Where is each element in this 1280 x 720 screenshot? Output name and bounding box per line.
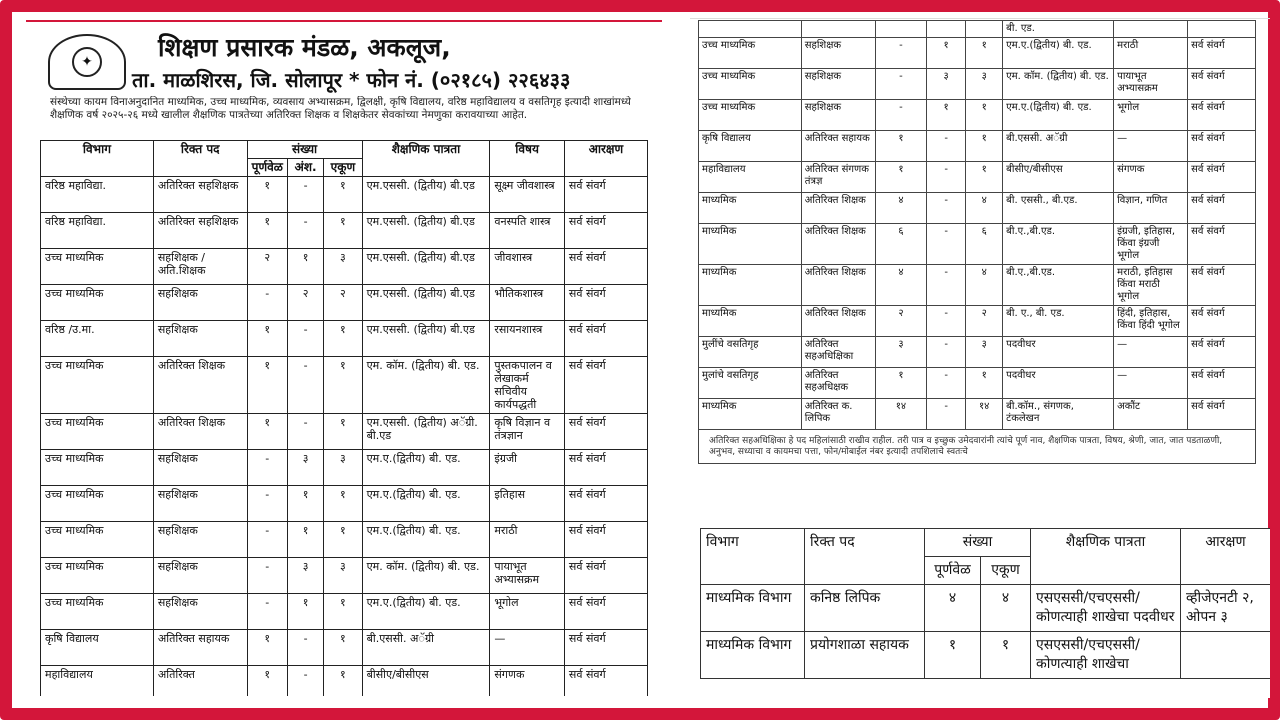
table-cell: एम.एससी. (द्वितीय) बी.एड	[362, 249, 490, 285]
table-cell: एम. कॉम. (द्वितीय) बी. एड.	[1003, 69, 1114, 100]
table-cell: -	[247, 486, 287, 522]
table-cell: १	[247, 357, 287, 414]
table-row	[699, 131, 1256, 162]
table-cell: -	[288, 357, 324, 414]
table-cell: सर्व संवर्ग	[564, 414, 647, 450]
col-header-total: एकूण	[324, 159, 362, 177]
table-cell: महाविद्यालय	[41, 666, 154, 697]
table-cell: १	[288, 594, 324, 630]
table-row	[41, 321, 648, 357]
table-cell: -	[875, 69, 926, 100]
table-row	[699, 399, 1256, 430]
table-cell: सहशिक्षक	[153, 321, 247, 357]
table-cell: एसएससी/एचएससी/ कोणत्याही शाखेचा	[1031, 632, 1181, 679]
table-cell: उच्च माध्यमिक	[41, 558, 154, 594]
table-cell: अतिरिक्त संगणक तंत्रज्ञ	[801, 162, 875, 193]
table-cell: सर्व संवर्ग	[564, 486, 647, 522]
footnote: अतिरिक्त सहअधिक्षिका हे पद महिलांसाठी राखीव राहील. तरी पात्र व इच्छुक उमेदवारांनी त्यांचे पूर्ण नाव, शैक्षणिक पात्रता, विषय, श्रेणी, जात, जात पडताळणी, अनुभव, सध्याचा व कायमचा पत्ता, फोन/मोबाईल नंबर इत्यादी तपशिलाचे स्वतःचे	[698, 430, 1256, 464]
table-cell: उच्च माध्यमिक	[41, 249, 154, 285]
table-cell: मुलांचे वसतिगृह	[699, 368, 802, 399]
table-cell: सर्व संवर्ग	[1188, 162, 1256, 193]
table-cell: अतिरिक्त शिक्षक	[153, 414, 247, 450]
table-row	[41, 630, 648, 666]
table-cell: उच्च माध्यमिक	[41, 357, 154, 414]
table-cell: —	[1114, 131, 1188, 162]
notice-header	[40, 28, 648, 96]
table-row	[41, 414, 648, 450]
table-cell: -	[247, 594, 287, 630]
table-cell: माध्यमिक	[699, 265, 802, 306]
table-cell: १	[324, 666, 362, 697]
table-cell: १	[927, 38, 966, 69]
table-cell	[1181, 632, 1271, 679]
table-cell: एम.ए.(द्वितीय) बी. एड.	[362, 486, 490, 522]
table-cell: व्हीजेएनटी २, ओपन ३	[1181, 585, 1271, 632]
col-header-subject: विषय	[490, 141, 565, 177]
table-cell: सर्व संवर्ग	[564, 594, 647, 630]
table-cell: एम.एससी. (द्वितीय) बी.एड	[362, 285, 490, 321]
table-cell: माध्यमिक	[699, 399, 802, 430]
divider-line	[26, 20, 662, 22]
table-cell: एम.एससी. (द्वितीय) बी.एड	[362, 213, 490, 249]
table-cell: १४	[875, 399, 926, 430]
table-cell: -	[875, 38, 926, 69]
table-cell: ४	[875, 193, 926, 224]
table-cell: १	[247, 321, 287, 357]
table-row	[41, 213, 648, 249]
table-cell: सहशिक्षक / अति.शिक्षक	[153, 249, 247, 285]
table-cell: २	[247, 249, 287, 285]
table-cell: -	[927, 131, 966, 162]
table-cell: बीसीए/बीसीएस	[362, 666, 490, 697]
table-cell: मुलींचे वसतिगृह	[699, 337, 802, 368]
table-cell: माध्यमिक	[699, 306, 802, 337]
vacancy-table	[40, 140, 648, 696]
table-row	[41, 522, 648, 558]
table-cell: १	[324, 177, 362, 213]
table-cell: १	[288, 522, 324, 558]
table-cell: १	[324, 414, 362, 450]
table-cell: ६	[875, 224, 926, 265]
vacancy-table-continued	[698, 20, 1256, 430]
table-cell: एम.ए.(द्वितीय) बी. एड.	[1003, 100, 1114, 131]
table-cell: सहशिक्षक	[153, 558, 247, 594]
table-cell: उच्च माध्यमिक	[699, 69, 802, 100]
table-cell: ४	[981, 585, 1031, 632]
table-cell: इंग्रजी, इतिहास, किंवा इंग्रजी भूगोल	[1114, 224, 1188, 265]
table-cell: १	[875, 368, 926, 399]
table-cell: एम.एससी. (द्वितीय) बी.एड	[362, 321, 490, 357]
table-cell: -	[927, 337, 966, 368]
table-row	[699, 224, 1256, 265]
table-cell: सहशिक्षक	[153, 522, 247, 558]
table-cell: ३	[324, 558, 362, 594]
table-cell: सर्व संवर्ग	[1188, 69, 1256, 100]
table-cell: -	[927, 193, 966, 224]
col-header-count: संख्या	[925, 529, 1031, 557]
right-top-notice-panel	[698, 20, 1256, 518]
table-cell: -	[247, 558, 287, 594]
table-cell: ४	[875, 265, 926, 306]
table-cell: संगणक	[1114, 162, 1188, 193]
table-cell: वनस्पति शास्त्र	[490, 213, 565, 249]
table-cell: बी.एससी. अॅग्री	[1003, 131, 1114, 162]
table-row	[41, 249, 648, 285]
table-cell: एम.एससी. (द्वितीय) अॅग्री. बी.एड	[362, 414, 490, 450]
table-cell: २	[966, 306, 1003, 337]
table-cell: ६	[966, 224, 1003, 265]
table-cell: २	[324, 285, 362, 321]
table-cell: माध्यमिक	[699, 193, 802, 224]
table-cell: १	[247, 630, 287, 666]
table-cell: सहशिक्षक	[801, 69, 875, 100]
table-row	[41, 285, 648, 321]
table-row	[699, 368, 1256, 399]
table-cell: सर्व संवर्ग	[1188, 265, 1256, 306]
table-cell: सर्व संवर्ग	[1188, 368, 1256, 399]
col-header-reservation: आरक्षण	[564, 141, 647, 177]
table-cell: उच्च माध्यमिक	[41, 486, 154, 522]
table-cell: १	[247, 414, 287, 450]
table-cell: १	[966, 38, 1003, 69]
table-cell: वरिष्ठ महाविद्या.	[41, 213, 154, 249]
table-cell: माध्यमिक विभाग	[701, 632, 805, 679]
table-cell: अतिरिक्त सहअधिक्षक	[801, 368, 875, 399]
table-cell: सर्व संवर्ग	[1188, 337, 1256, 368]
col-header-total: एकूण	[981, 557, 1031, 585]
table-cell: सर्व संवर्ग	[1188, 193, 1256, 224]
table-cell: १	[927, 100, 966, 131]
table-cell: १४	[966, 399, 1003, 430]
table-cell: अतिरिक्त क. लिपिक	[801, 399, 875, 430]
table-cell: १	[966, 131, 1003, 162]
col-header-qual: शैक्षणिक पात्रता	[1031, 529, 1181, 585]
table-row	[699, 38, 1256, 69]
table-row	[699, 69, 1256, 100]
col-header-full: पूर्णवेळ	[925, 557, 981, 585]
table-cell: उच्च माध्यमिक	[699, 100, 802, 131]
table-cell: हिंदी, इतिहास, किंवा हिंदी भूगोल	[1114, 306, 1188, 337]
table-cell: सर्व संवर्ग	[1188, 399, 1256, 430]
table-cell: अतिरिक्त सहशिक्षक	[153, 177, 247, 213]
table-cell: प्रयोगशाळा सहायक	[805, 632, 925, 679]
table-cell: ३	[966, 69, 1003, 100]
table-cell: अतिरिक्त	[153, 666, 247, 697]
col-header-dept: विभाग	[41, 141, 154, 177]
table-row	[41, 594, 648, 630]
table-cell: -	[927, 399, 966, 430]
table-cell: -	[288, 213, 324, 249]
table-cell: -	[288, 414, 324, 450]
table-cell: वरिष्ठ महाविद्या.	[41, 177, 154, 213]
table-cell: सर्व संवर्ग	[1188, 306, 1256, 337]
table-cell: सर्व संवर्ग	[564, 213, 647, 249]
table-cell: इतिहास	[490, 486, 565, 522]
table-cell: १	[324, 630, 362, 666]
intro-paragraph: संस्थेच्या कायम विनाअनुदानित माध्यमिक, उच्च माध्यमिक, व्यवसाय अभ्यासक्रम, द्विलक्षी, कृषि विद्यालय, वरिष्ठ महाविद्यालय व वसतिगृह इत्यादी शाखांमध्ये शैक्षणिक वर्ष २०२५-२६ मध्ये खालील शैक्षणिक पात्रतेच्या अतिरिक्त शिक्षक व शिक्षकेतर सेवकांच्या नेमणुका करावयाच्या आहेत.	[50, 96, 631, 121]
table-cell: सर्व संवर्ग	[564, 249, 647, 285]
table-cell: पायाभूत अभ्यासक्रम	[490, 558, 565, 594]
table-cell: सहशिक्षक	[801, 38, 875, 69]
table-row	[41, 558, 648, 594]
table-cell: -	[247, 450, 287, 486]
table-cell: -	[288, 630, 324, 666]
table-cell: एम.एससी. (द्वितीय) बी.एड	[362, 177, 490, 213]
table-cell: अतिरिक्त सहायक	[801, 131, 875, 162]
table-cell: ३	[324, 249, 362, 285]
table-cell: २	[875, 306, 926, 337]
table-cell: अतिरिक्त शिक्षक	[801, 265, 875, 306]
table-cell: जीवशास्त्र	[490, 249, 565, 285]
table-cell: बी.एससी. अॅग्री	[362, 630, 490, 666]
table-cell: १	[875, 162, 926, 193]
table-cell: -	[875, 100, 926, 131]
col-header-qual: शैक्षणिक पात्रता	[362, 141, 490, 177]
table-cell: -	[247, 522, 287, 558]
table-cell: पदवीधर	[1003, 337, 1114, 368]
table-cell: -	[927, 162, 966, 193]
table-cell: एम. कॉम. (द्वितीय) बी. एड.	[362, 558, 490, 594]
table-row	[699, 100, 1256, 131]
table-cell: -	[927, 224, 966, 265]
table-cell: ४	[966, 193, 1003, 224]
left-notice-panel	[40, 28, 648, 696]
table-cell: -	[288, 177, 324, 213]
table-cell: महाविद्यालय	[699, 162, 802, 193]
table-cell: सहशिक्षक	[153, 594, 247, 630]
table-row	[41, 486, 648, 522]
table-cell: सहशिक्षक	[801, 100, 875, 131]
table-cell: सहशिक्षक	[153, 285, 247, 321]
table-row	[701, 585, 1271, 632]
table-cell: अतिरिक्त शिक्षक	[801, 193, 875, 224]
col-header-part: अंश.	[288, 159, 324, 177]
table-cell: बी. ए., बी. एड.	[1003, 306, 1114, 337]
table-cell: उच्च माध्यमिक	[699, 38, 802, 69]
table-cell: भूगोल	[1114, 100, 1188, 131]
table-cell: वरिष्ठ /उ.मा.	[41, 321, 154, 357]
table-cell: कृषि विद्यालय	[699, 131, 802, 162]
right-bottom-notice-panel	[700, 528, 1270, 698]
table-cell: सर्व संवर्ग	[564, 321, 647, 357]
table-cell: सर्व संवर्ग	[564, 177, 647, 213]
table-row	[699, 306, 1256, 337]
table-cell: सर्व संवर्ग	[564, 630, 647, 666]
logo-emblem-icon: ✦	[72, 47, 102, 77]
table-cell: सर्व संवर्ग	[1188, 38, 1256, 69]
table-cell: -	[927, 368, 966, 399]
table-cell: १	[324, 486, 362, 522]
table-cell: १	[324, 321, 362, 357]
table-cell: १	[966, 368, 1003, 399]
table-cell: —	[490, 630, 565, 666]
table-cell: १	[247, 213, 287, 249]
table-cell: ३	[875, 337, 926, 368]
table-cell: कृषि विद्यालय	[41, 630, 154, 666]
table-cell: सर्व संवर्ग	[1188, 100, 1256, 131]
table-cell: सहशिक्षक	[153, 486, 247, 522]
table-cell: सर्व संवर्ग	[564, 285, 647, 321]
table-cell: बी.कॉम., संगणक, टंकलेखन	[1003, 399, 1114, 430]
table-cell: बी.ए.,बी.एड.	[1003, 224, 1114, 265]
table-cell: अकौंट	[1114, 399, 1188, 430]
table-cell: उच्च माध्यमिक	[41, 522, 154, 558]
table-cell: -	[247, 285, 287, 321]
table-cell: एम.ए.(द्वितीय) बी. एड.	[362, 450, 490, 486]
table-cell: १	[288, 486, 324, 522]
table-cell: ४	[925, 585, 981, 632]
table-cell: माध्यमिक	[699, 224, 802, 265]
table-cell: ३	[927, 69, 966, 100]
table-cell: सर्व संवर्ग	[564, 558, 647, 594]
table-cell: सर्व संवर्ग	[564, 666, 647, 697]
table-cell: पदवीधर	[1003, 368, 1114, 399]
table-cell: १	[875, 131, 926, 162]
table-cell: सर्व संवर्ग	[1188, 224, 1256, 265]
table-cell: माध्यमिक विभाग	[701, 585, 805, 632]
table-cell: एम.ए.(द्वितीय) बी. एड.	[362, 522, 490, 558]
table-cell: एम. कॉम. (द्वितीय) बी. एड.	[362, 357, 490, 414]
table-cell: १	[324, 522, 362, 558]
table-cell: अतिरिक्त शिक्षक	[801, 224, 875, 265]
table-row	[41, 666, 648, 697]
table-cell: उच्च माध्यमिक	[41, 594, 154, 630]
table-cell: सहशिक्षक	[153, 450, 247, 486]
table-cell: १	[247, 666, 287, 697]
table-cell: अतिरिक्त सहशिक्षक	[153, 213, 247, 249]
table-cell: संगणक	[490, 666, 565, 697]
table-cell: सर्व संवर्ग	[564, 522, 647, 558]
table-cell: १	[966, 162, 1003, 193]
table-cell: ३	[324, 450, 362, 486]
table-cell: कनिष्ठ लिपिक	[805, 585, 925, 632]
table-cell: —	[1114, 368, 1188, 399]
table-cell: -	[288, 321, 324, 357]
table-cell: बी. एससी., बी.एड.	[1003, 193, 1114, 224]
table-cell: ३	[288, 558, 324, 594]
table-row	[41, 450, 648, 486]
table-cell: १	[966, 100, 1003, 131]
table-cell: पुस्तकपालन व लेखाकर्म सचिवीय कार्यपद्धती	[490, 357, 565, 414]
table-cell: अतिरिक्त सहअधिक्षिका	[801, 337, 875, 368]
table-cell: उच्च माध्यमिक	[41, 285, 154, 321]
institution-title: शिक्षण प्रसारक मंडळ, अकलूज,	[158, 33, 451, 62]
table-cell: ४	[966, 265, 1003, 306]
table-cell: सर्व संवर्ग	[1188, 131, 1256, 162]
table-cell: मराठी	[490, 522, 565, 558]
table-cell: १	[324, 594, 362, 630]
table-cell: भूगोल	[490, 594, 565, 630]
table-cell: अतिरिक्त शिक्षक	[153, 357, 247, 414]
table-cell: बीसीए/बीसीएस	[1003, 162, 1114, 193]
table-cell: -	[288, 666, 324, 697]
table-cell: -	[927, 306, 966, 337]
table-row	[701, 632, 1271, 679]
col-header-post: रिक्त पद	[805, 529, 925, 585]
table-cell: सूक्ष्म जीवशास्त्र	[490, 177, 565, 213]
table-cell: बी.ए.,बी.एड.	[1003, 265, 1114, 306]
table-cell: बी. एड.	[1003, 21, 1114, 38]
institution-address: ता. माळशिरस, जि. सोलापूर * फोन नं. (०२१८५) २२६४३३	[132, 68, 571, 92]
col-header-count: संख्या	[247, 141, 362, 159]
table-cell: भौतिकशास्त्र	[490, 285, 565, 321]
clerical-vacancy-table	[700, 528, 1270, 679]
table-cell: एम.ए.(द्वितीय) बी. एड.	[1003, 38, 1114, 69]
table-cell: २	[288, 285, 324, 321]
table-cell: मराठी	[1114, 38, 1188, 69]
table-row	[699, 162, 1256, 193]
table-cell: ३	[288, 450, 324, 486]
table-cell: उच्च माध्यमिक	[41, 414, 154, 450]
table-cell: उच्च माध्यमिक	[41, 450, 154, 486]
col-header-post: रिक्त पद	[153, 141, 247, 177]
table-cell: १	[925, 632, 981, 679]
table-cell: १	[324, 357, 362, 414]
table-row	[41, 177, 648, 213]
table-cell: कृषि विज्ञान व तंत्रज्ञान	[490, 414, 565, 450]
table-cell: मराठी, इतिहास किंवा मराठी भूगोल	[1114, 265, 1188, 306]
table-cell: १	[324, 213, 362, 249]
col-header-full: पूर्णवेळ	[247, 159, 287, 177]
col-header-dept: विभाग	[701, 529, 805, 585]
table-cell: सर्व संवर्ग	[564, 450, 647, 486]
table-row	[699, 337, 1256, 368]
table-row	[699, 265, 1256, 306]
table-cell: रसायनशास्त्र	[490, 321, 565, 357]
table-cell: इंग्रजी	[490, 450, 565, 486]
table-cell: अतिरिक्त सहायक	[153, 630, 247, 666]
table-cell: एम.ए.(द्वितीय) बी. एड.	[362, 594, 490, 630]
table-cell: १	[247, 177, 287, 213]
table-cell: एसएससी/एचएससी/ कोणत्याही शाखेचा पदवीधर	[1031, 585, 1181, 632]
table-row	[699, 193, 1256, 224]
table-cell: विज्ञान, गणित	[1114, 193, 1188, 224]
table-cell: —	[1114, 337, 1188, 368]
table-row	[41, 357, 648, 414]
col-header-reservation: आरक्षण	[1181, 529, 1271, 585]
table-cell: ३	[966, 337, 1003, 368]
institution-logo	[48, 34, 126, 90]
divider-line	[690, 18, 1270, 19]
table-cell: पायाभूत अभ्यासक्रम	[1114, 69, 1188, 100]
table-cell: अतिरिक्त शिक्षक	[801, 306, 875, 337]
table-cell: १	[981, 632, 1031, 679]
table-cell: -	[927, 265, 966, 306]
table-cell: सर्व संवर्ग	[564, 357, 647, 414]
table-cell: १	[288, 249, 324, 285]
